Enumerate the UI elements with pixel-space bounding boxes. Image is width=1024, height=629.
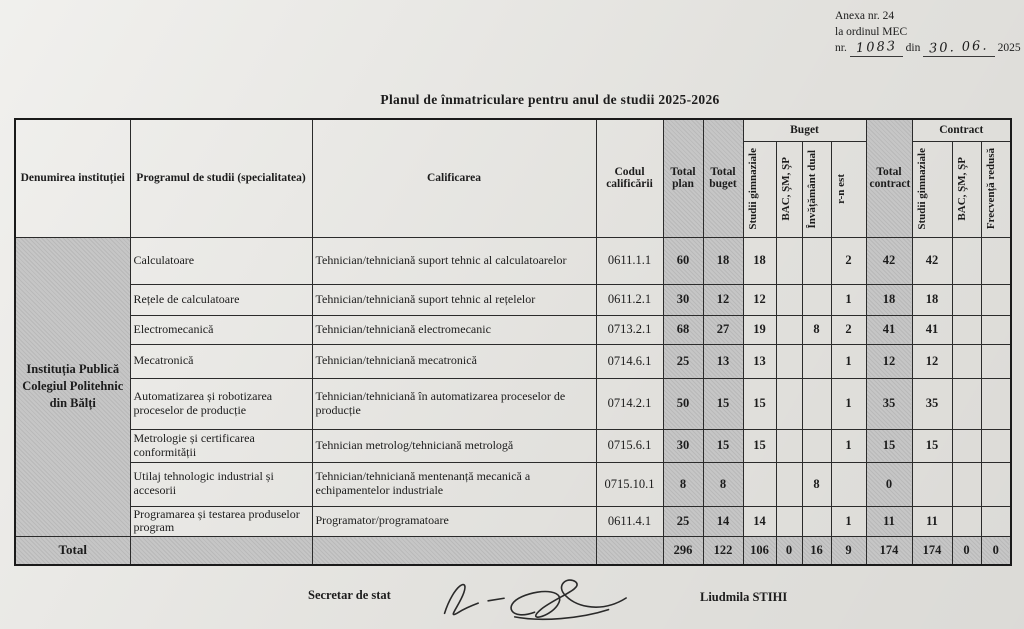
table-row [15,237,1011,284]
col-header-total-plan: Total plan [663,119,703,237]
cell-contract-gimnaziale: 15 [912,429,952,462]
cell-contract-frecventa [981,315,1011,344]
total-contract-frecventa: 0 [981,537,1011,565]
cell-budget-dual [802,284,831,315]
cell-budget-rn-est: 2 [831,237,866,284]
cell-contract-gimnaziale [912,462,952,506]
cell-budget-bac [776,284,802,315]
cell-budget-rn-est: 2 [831,315,866,344]
cell-program: Utilaj tehnologic industrial și accesorii [130,462,312,506]
cell-budget-bac [776,315,802,344]
cell-contract-gimnaziale: 35 [912,378,952,429]
header-row-groups [15,119,1011,141]
cell-contract-frecventa [981,429,1011,462]
cell-total-contract: 11 [866,506,912,537]
cell-budget-gimnaziale: 12 [743,284,776,315]
din-label: din [905,42,921,54]
table-row [15,462,1011,506]
cell-total-budget: 14 [703,506,743,537]
cell-total-budget: 15 [703,378,743,429]
cell-budget-dual [802,344,831,378]
cell-contract-bac [952,315,981,344]
total-contract-gimnaziale: 174 [912,537,952,565]
cell-contract-bac [952,429,981,462]
handwritten-order-date: 30. 06. [923,40,994,57]
total-empty-code [596,537,663,565]
cell-total-budget: 13 [703,344,743,378]
group-header-contract: Contract [912,119,1011,141]
cell-qualification: Tehnician/tehniciană mecatronică [312,344,596,378]
cell-code: 0611.1.1 [596,237,663,284]
cell-code: 0611.2.1 [596,284,663,315]
cell-total-plan: 30 [663,284,703,315]
cell-budget-gimnaziale: 15 [743,378,776,429]
cell-total-plan: 30 [663,429,703,462]
cell-budget-gimnaziale: 19 [743,315,776,344]
col-header-budget-gimnaziale: Studii gimnaziale [746,148,759,230]
cell-budget-bac [776,378,802,429]
cell-budget-dual: 8 [802,315,831,344]
cell-program: Electromecanică [130,315,312,344]
signatory-role-label: Secretar de stat [308,588,391,602]
cell-code: 0714.6.1 [596,344,663,378]
col-header-total-contract: Total contract [866,119,912,237]
table-row [15,284,1011,315]
cell-contract-frecventa [981,378,1011,429]
cell-total-budget: 27 [703,315,743,344]
cell-contract-frecventa [981,344,1011,378]
page-title: Planul de înmatriculare pentru anul de studii 2025-2026 [380,92,720,107]
cell-contract-bac [952,284,981,315]
cell-program: Programarea și testarea produselor program [130,506,312,537]
cell-contract-frecventa [981,237,1011,284]
cell-budget-bac [776,344,802,378]
signatory-name: Liudmila STIHI [700,590,788,604]
cell-total-plan: 8 [663,462,703,506]
col-header-contract-frecventa: Frecvență redusă [984,148,997,230]
col-header-budget-bac: BAC, ŞM, ŞP [779,157,792,221]
cell-contract-bac [952,344,981,378]
cell-total-contract: 35 [866,378,912,429]
cell-code: 0715.6.1 [596,429,663,462]
cell-total-plan: 25 [663,506,703,537]
cell-total-contract: 15 [866,429,912,462]
annexe-note [835,8,1021,57]
cell-contract-gimnaziale: 42 [912,237,952,284]
cell-budget-rn-est: 1 [831,378,866,429]
cell-total-budget: 15 [703,429,743,462]
cell-contract-gimnaziale: 11 [912,506,952,537]
nr-label: nr. [835,42,847,54]
cell-contract-bac [952,378,981,429]
col-header-qualification: Calificarea [312,119,596,237]
col-header-total-budget: Total buget [703,119,743,237]
total-budget-value: 122 [703,537,743,565]
cell-contract-bac [952,237,981,284]
cell-contract-frecventa [981,506,1011,537]
cell-budget-bac [776,429,802,462]
cell-program: Calculatoare [130,237,312,284]
cell-budget-gimnaziale: 13 [743,344,776,378]
cell-code: 0713.2.1 [596,315,663,344]
cell-contract-gimnaziale: 41 [912,315,952,344]
cell-qualification: Programator/programatoare [312,506,596,537]
cell-qualification: Tehnician/tehniciană mentenanță mecanică a echipamentelor industriale [312,462,596,506]
table-row [15,429,1011,462]
cell-qualification: Tehnician/tehniciană electromecanic [312,315,596,344]
cell-total-contract: 12 [866,344,912,378]
col-header-budget-rn-est: r-n est [834,174,847,204]
cell-total-contract: 0 [866,462,912,506]
cell-program: Automatizarea și robotizarea proceselor de producție [130,378,312,429]
total-row [15,537,1011,565]
cell-contract-bac [952,462,981,506]
cell-total-plan: 25 [663,344,703,378]
cell-total-plan: 60 [663,237,703,284]
cell-code: 0714.2.1 [596,378,663,429]
table-row [15,315,1011,344]
total-contract-bac: 0 [952,537,981,565]
total-empty-qualification [312,537,596,565]
cell-contract-bac [952,506,981,537]
cell-total-plan: 68 [663,315,703,344]
cell-contract-gimnaziale: 18 [912,284,952,315]
total-contract-value: 174 [866,537,912,565]
cell-total-budget: 8 [703,462,743,506]
cell-budget-bac [776,506,802,537]
cell-budget-rn-est [831,462,866,506]
cell-code: 0611.4.1 [596,506,663,537]
col-header-institution: Denumirea instituției [15,119,130,237]
cell-budget-gimnaziale: 15 [743,429,776,462]
cell-total-plan: 50 [663,378,703,429]
col-header-program: Programul de studii (specialitatea) [130,119,312,237]
annexe-order-number [835,40,1021,57]
total-budget-gimnaziale: 106 [743,537,776,565]
total-plan-value: 296 [663,537,703,565]
cell-budget-gimnaziale: 18 [743,237,776,284]
cell-budget-gimnaziale [743,462,776,506]
col-header-budget-dual: Învățământ dual [805,149,818,229]
cell-contract-frecventa [981,462,1011,506]
table-row [15,506,1011,537]
cell-program: Rețele de calculatoare [130,284,312,315]
year-label: 2025 [997,42,1021,54]
cell-contract-gimnaziale: 12 [912,344,952,378]
cell-budget-bac [776,237,802,284]
institution-cell: Instituția Publică Colegiul Politehnic din Bălți [15,237,130,537]
col-header-contract-bac: BAC, ŞM, ŞP [955,157,968,221]
cell-total-contract: 41 [866,315,912,344]
cell-code: 0715.10.1 [596,462,663,506]
total-budget-bac: 0 [776,537,802,565]
cell-contract-frecventa [981,284,1011,315]
total-budget-dual: 16 [802,537,831,565]
cell-qualification: Tehnician/tehniciană în automatizarea proceselor de producție [312,378,596,429]
cell-budget-rn-est: 1 [831,344,866,378]
cell-budget-dual [802,378,831,429]
cell-qualification: Tehnician/tehniciană suport tehnic al calculatoarelor [312,237,596,284]
cell-budget-dual [802,506,831,537]
total-empty-program [130,537,312,565]
cell-budget-gimnaziale: 14 [743,506,776,537]
cell-budget-dual: 8 [802,462,831,506]
cell-qualification: Tehnician metrolog/tehniciană metrologă [312,429,596,462]
cell-total-contract: 42 [866,237,912,284]
cell-program: Metrologie și certificarea conformității [130,429,312,462]
cell-total-budget: 18 [703,237,743,284]
total-budget-rn-est: 9 [831,537,866,565]
annexe-line2: la ordinul MEC [835,26,908,38]
cell-program: Mecatronică [130,344,312,378]
table-row [15,344,1011,378]
handwritten-signature [429,562,651,629]
total-label: Total [15,537,130,565]
cell-budget-rn-est: 1 [831,506,866,537]
group-header-budget: Buget [743,119,866,141]
cell-total-budget: 12 [703,284,743,315]
cell-budget-dual [802,429,831,462]
annexe-line1: Anexa nr. 24 [835,10,895,22]
table-row [15,378,1011,429]
cell-budget-rn-est: 1 [831,284,866,315]
cell-budget-dual [802,237,831,284]
enrollment-plan-table [14,118,1012,566]
handwritten-order-number: 1083 [850,40,903,57]
cell-budget-bac [776,462,802,506]
cell-qualification: Tehnician/tehniciană suport tehnic al rețelelor [312,284,596,315]
cell-total-contract: 18 [866,284,912,315]
cell-budget-rn-est: 1 [831,429,866,462]
col-header-contract-gimnaziale: Studii gimnaziale [915,148,928,230]
col-header-code: Codul calificării [596,119,663,237]
